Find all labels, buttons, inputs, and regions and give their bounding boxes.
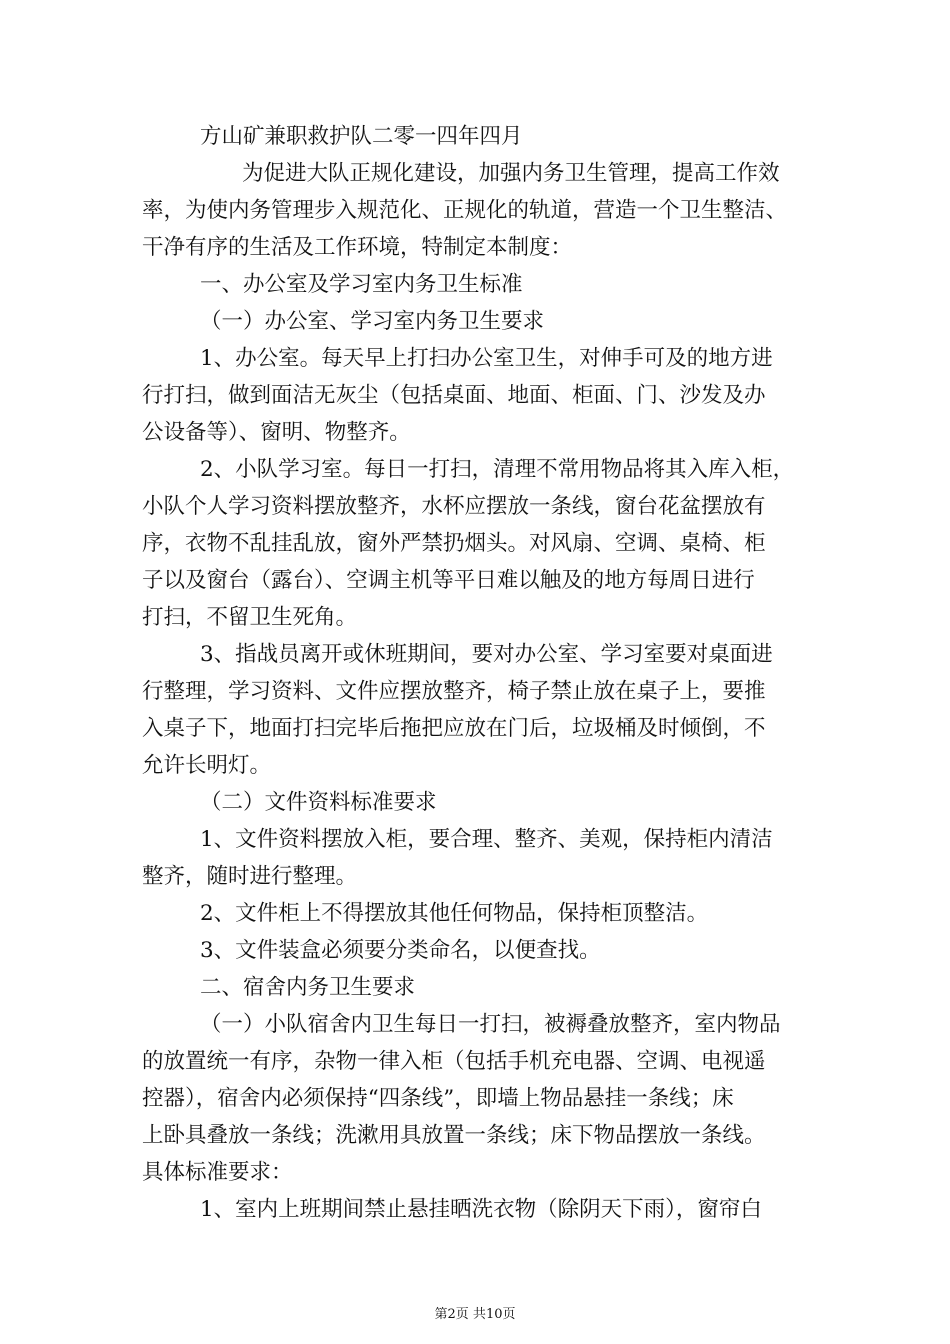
- current-page-number: 2: [447, 1307, 456, 1322]
- total-pages-number: 10: [485, 1307, 503, 1322]
- page-footer: [0, 1303, 950, 1322]
- paragraph-line: 整齐，随时进行整理。: [142, 864, 358, 889]
- paragraph-line: 1、办公室。每天早上打扫办公室卫生，对伸手可及的地方进: [200, 346, 773, 371]
- paragraph-line: （一）小队宿舍内卫生每日一打扫，被褥叠放整齐，室内物品: [200, 1012, 781, 1037]
- paragraph-line: 2、文件柜上不得摆放其他任何物品，保持柜顶整洁。: [200, 901, 709, 926]
- paragraph-line: 子以及窗台（露台）、空调主机等平日难以触及的地方每周日进行: [142, 568, 755, 593]
- paragraph-line: 控器），宿舍内必须保持“四条线”，即墙上物品悬挂一条线；床: [142, 1086, 734, 1111]
- paragraph-line: 允许长明灯。: [142, 753, 272, 778]
- paragraph-line: 1、文件资料摆放入柜，要合理、整齐、美观，保持柜内清洁: [200, 827, 773, 852]
- paragraph-line: 3、指战员离开或休班期间，要对办公室、学习室要对桌面进: [200, 642, 773, 667]
- subsection-heading: （二）文件资料标准要求: [200, 790, 437, 815]
- paragraph-line: 为促进大队正规化建设，加强内务卫生管理，提高工作效: [242, 161, 780, 186]
- subsection-heading: （一）办公室、学习室内务卫生要求: [200, 309, 545, 334]
- paragraph-line: 公设备等）、窗明、物整齐。: [142, 420, 411, 445]
- paragraph-line: 3、文件装盒必须要分类命名，以便查找。: [200, 938, 601, 963]
- paragraph-line: 序，衣物不乱挂乱放，窗外严禁扔烟头。对风扇、空调、桌椅、柜: [142, 531, 766, 556]
- footer-middle: 页 共: [455, 1307, 486, 1322]
- footer-prefix: 第: [434, 1307, 448, 1322]
- signature-line: 方山矿兼职救护队二零一四年四月: [200, 124, 523, 149]
- paragraph-line: 的放置统一有序，杂物一律入柜（包括手机充电器、空调、电视遥: [142, 1049, 766, 1074]
- paragraph-line: 率，为使内务管理步入规范化、正规化的轨道，营造一个卫生整洁、: [142, 198, 788, 223]
- paragraph-line: 打扫，不留卫生死角。: [142, 605, 358, 630]
- paragraph-line: 2、小队学习室。每日一打扫，清理不常用物品将其入库入柜，: [200, 457, 795, 482]
- footer-suffix: 页: [502, 1307, 516, 1322]
- paragraph-line: 1、室内上班期间禁止悬挂晒洗衣物（除阴天下雨），窗帘白: [200, 1197, 762, 1222]
- paragraph-line: 具体标准要求：: [142, 1160, 293, 1185]
- section-heading: 二、宿舍内务卫生要求: [200, 975, 416, 1000]
- paragraph-line: 干净有序的生活及工作环境，特制定本制度：: [142, 235, 573, 260]
- paragraph-line: 入桌子下，地面打扫完毕后拖把应放在门后，垃圾桶及时倾倒，不: [142, 716, 766, 741]
- section-heading: 一、办公室及学习室内务卫生标准: [200, 272, 523, 297]
- paragraph-line: 上卧具叠放一条线；洗漱用具放置一条线；床下物品摆放一条线。: [142, 1123, 766, 1148]
- paragraph-line: 行整理，学习资料、文件应摆放整齐，椅子禁止放在桌子上，要推: [142, 679, 766, 704]
- paragraph-line: 行打扫，做到面洁无灰尘（包括桌面、地面、柜面、门、沙发及办: [142, 383, 766, 408]
- paragraph-line: 小队个人学习资料摆放整齐，水杯应摆放一条线，窗台花盆摆放有: [142, 494, 766, 519]
